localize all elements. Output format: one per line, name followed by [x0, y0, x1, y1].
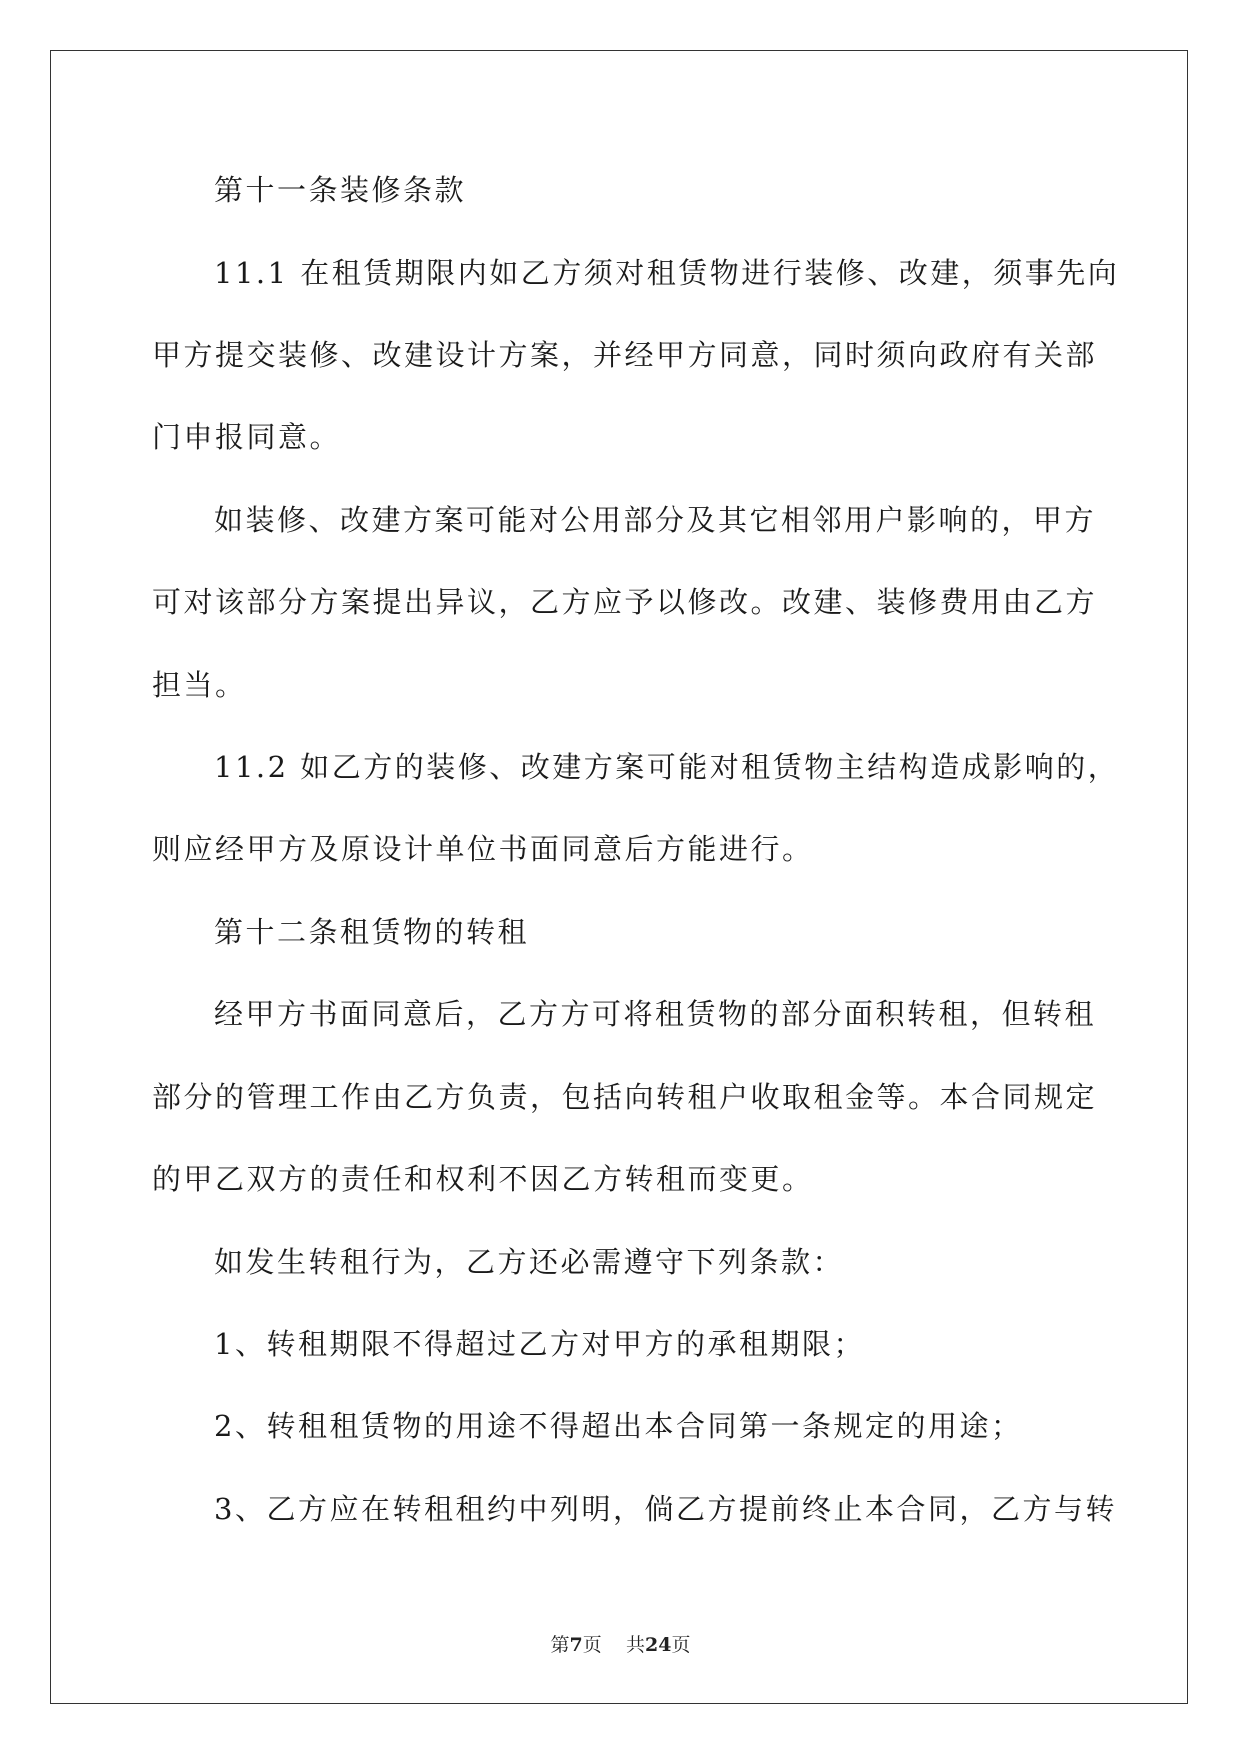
section-heading: 第十二条租赁物的转租 — [214, 915, 530, 949]
paragraph-line: 的甲乙双方的责任和权利不因乙方转租而变更。 — [152, 1162, 814, 1196]
list-item: 2、转租租赁物的用途不得超出本合同第一条规定的用途； — [214, 1409, 1023, 1443]
paragraph-line: 如发生转租行为，乙方还必需遵守下列条款： — [214, 1245, 845, 1279]
paragraph-line: 经甲方书面同意后，乙方方可将租赁物的部分面积转租，但转租 — [214, 997, 1097, 1031]
paragraph-line: 可对该部分方案提出异议，乙方应予以修改。改建、装修费用由乙方 — [152, 585, 1098, 619]
paragraph-line: 11.2 如乙方的装修、改建方案可能对租赁物主结构造成影响的， — [214, 750, 1120, 784]
paragraph-line: 11.1 在租赁期限内如乙方须对租赁物进行装修、改建，须事先向 — [214, 256, 1120, 290]
paragraph-line: 甲方提交装修、改建设计方案，并经甲方同意，同时须向政府有关部 — [152, 338, 1098, 372]
page-suffix: 页 — [582, 1634, 602, 1656]
paragraph-line: 则应经甲方及原设计单位书面同意后方能进行。 — [152, 832, 814, 866]
paragraph-line: 门申报同意。 — [152, 420, 342, 454]
list-item: 3、乙方应在转租租约中列明，倘乙方提前终止本合同，乙方与转 — [214, 1492, 1117, 1526]
page-prefix: 第 — [550, 1634, 570, 1656]
section-heading: 第十一条装修条款 — [214, 173, 467, 207]
total-suffix: 页 — [671, 1634, 691, 1656]
page-number: 7 — [569, 1634, 583, 1656]
paragraph-line: 担当。 — [152, 668, 247, 702]
page-footer — [0, 1633, 1241, 1657]
paragraph-line: 如装修、改建方案可能对公用部分及其它相邻用户影响的，甲方 — [214, 503, 1097, 537]
total-pages: 24 — [644, 1634, 672, 1656]
list-item: 1、转租期限不得超过乙方对甲方的承租期限； — [214, 1327, 865, 1361]
paragraph-line: 部分的管理工作由乙方负责，包括向转租户收取租金等。本合同规定 — [152, 1080, 1098, 1114]
total-prefix: 共 — [625, 1634, 645, 1656]
page-border — [50, 50, 1188, 1704]
